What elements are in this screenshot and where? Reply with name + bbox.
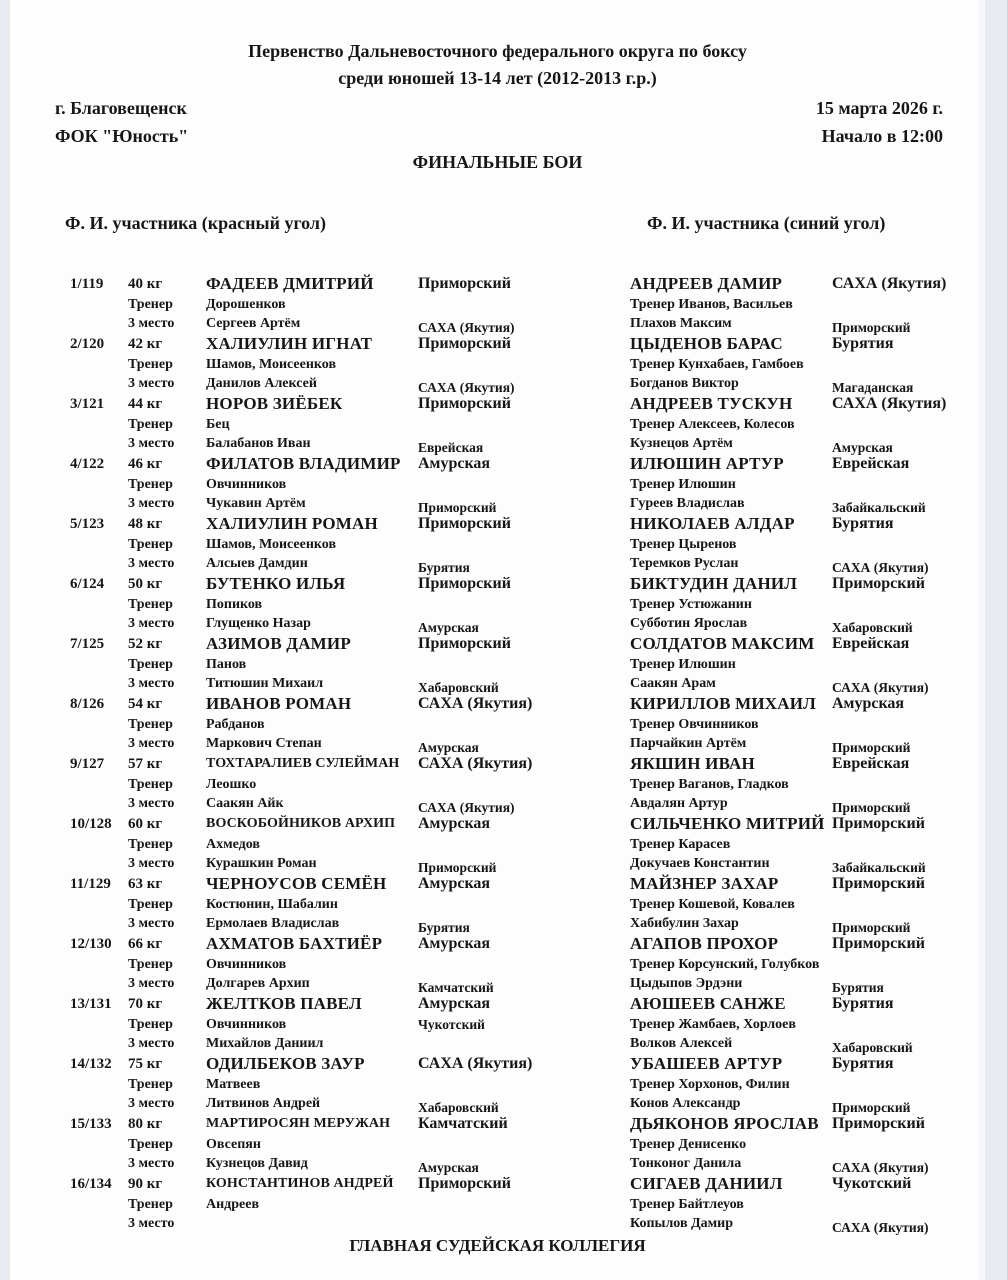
red-trainers: Матвеев [206, 1077, 261, 1092]
red-trainers: Рабданов [206, 717, 265, 732]
trainer-label: Тренер [128, 777, 173, 792]
blue-name: ИЛЮШИН АРТУР [630, 454, 784, 473]
blue-corner-header: Ф. И. участника (синий угол) [647, 213, 886, 233]
third-place-label: 3 место [128, 436, 175, 451]
third-place-label: 3 место [128, 1156, 175, 1171]
red-third-name: Балабанов Иван [206, 436, 311, 451]
blue-trainer-line: Тренер Кунхабаев, Гамбоев [630, 357, 804, 372]
location-block [55, 94, 188, 150]
blue-third-name: Кузнецов Артём [630, 436, 733, 451]
red-third-name: Михайлов Даниил [206, 1036, 324, 1051]
red-trainers: Овчинников [206, 477, 287, 492]
bout-row [70, 394, 985, 454]
bout-row [70, 934, 985, 994]
bout-row [70, 694, 985, 754]
weight-label: 44 кг [128, 396, 163, 412]
bout-row [70, 754, 985, 814]
red-name: ИВАНОВ РОМАН [206, 694, 352, 713]
red-region-line2: Чукотский [418, 1017, 485, 1032]
blue-name: СОЛДАТОВ МАКСИМ [630, 634, 815, 653]
bout-row [70, 274, 985, 334]
blue-region: Бурятия [832, 335, 894, 352]
red-name: ФАДЕЕВ ДМИТРИЙ [206, 274, 374, 293]
bout-row [70, 874, 985, 934]
bout-number: 6/124 [70, 576, 105, 592]
blue-region: Бурятия [832, 515, 894, 532]
red-trainers: Дорошенков [206, 297, 286, 312]
red-name: ФИЛАТОВ ВЛАДИМИР [206, 454, 401, 473]
red-name: ВОСКОБОЙНИКОВ АРХИП [206, 816, 396, 831]
document-header [10, 0, 985, 92]
bout-number: 14/132 [70, 1056, 112, 1072]
red-trainers: Овсепян [206, 1137, 261, 1152]
weight-label: 63 кг [128, 876, 163, 892]
blue-third-name: Копылов Дамир [630, 1216, 734, 1231]
third-place-label: 3 место [128, 736, 175, 751]
red-third-region: Амурская [418, 1160, 479, 1175]
red-trainers: Андреев [206, 1197, 260, 1212]
red-name: КОНСТАНТИНОВ АНДРЕЙ [206, 1176, 394, 1191]
blue-third-region: Приморский [832, 800, 911, 815]
bout-row [70, 514, 985, 574]
red-third-name: Титюшин Михаил [206, 676, 324, 691]
blue-trainer-line: Тренер Байтлеуов [630, 1197, 744, 1212]
red-region: Приморский [418, 335, 511, 352]
third-place-label: 3 место [128, 1096, 175, 1111]
blue-trainer-line: Тренер Устюжанин [630, 597, 752, 612]
blue-third-region: САХА (Якутия) [832, 1220, 929, 1235]
trainer-label: Тренер [128, 837, 173, 852]
trainer-label: Тренер [128, 957, 173, 972]
blue-third-name: Хабибулин Захар [630, 916, 739, 931]
weight-label: 40 кг [128, 276, 163, 292]
bout-row [70, 334, 985, 394]
trainer-label: Тренер [128, 717, 173, 732]
red-trainers: Бец [206, 417, 230, 432]
red-trainers: Попиков [206, 597, 263, 612]
third-place-label: 3 место [128, 976, 175, 991]
red-third-region: Хабаровский [418, 1100, 499, 1115]
venue-label: ФОК "Юность" [55, 126, 189, 146]
red-trainers: Костюнин, Шабалин [206, 897, 338, 912]
blue-name: АГАПОВ ПРОХОР [630, 934, 779, 953]
blue-third-region: САХА (Якутия) [832, 1160, 929, 1175]
blue-third-name: Тонконог Данила [630, 1156, 742, 1171]
location-date-row [10, 92, 985, 150]
trainer-label: Тренер [128, 357, 173, 372]
red-region: Приморский [418, 395, 511, 412]
blue-name: АЮШЕЕВ САНЖЕ [630, 994, 786, 1013]
blue-third-name: Докучаев Константин [630, 856, 770, 871]
weight-label: 75 кг [128, 1056, 163, 1072]
trainer-label: Тренер [128, 477, 173, 492]
trainer-label: Тренер [128, 1197, 173, 1212]
blue-name: УБАШЕЕВ АРТУР [630, 1054, 783, 1073]
corner-headers [10, 213, 985, 234]
third-place-label: 3 место [128, 856, 175, 871]
red-third-region: Приморский [418, 860, 497, 875]
blue-name: КИРИЛЛОВ МИХАИЛ [630, 694, 817, 713]
red-trainers: Леошко [206, 777, 257, 792]
bout-number: 7/125 [70, 636, 105, 652]
blue-trainer-line: Тренер Ваганов, Гладков [630, 777, 789, 792]
red-third-region [418, 1215, 630, 1219]
red-trainers: Овчинников [206, 1017, 287, 1032]
blue-name: АНДРЕЕВ ТУСКУН [630, 394, 793, 413]
blue-third-name: Теремков Руслан [630, 556, 739, 571]
red-region: Приморский [418, 1175, 511, 1192]
red-region: Амурская [418, 875, 491, 892]
red-third-name: Саакян Айк [206, 796, 284, 811]
blue-third-region: Приморский [832, 920, 911, 935]
red-third-name: Чукавин Артём [206, 496, 306, 511]
weight-label: 80 кг [128, 1116, 163, 1132]
blue-region: Приморский [832, 1115, 925, 1132]
trainer-label: Тренер [128, 537, 173, 552]
blue-region: Еврейская [832, 755, 910, 772]
bout-row [70, 994, 985, 1054]
weight-label: 54 кг [128, 696, 163, 712]
blue-trainer-line: Тренер Иванов, Васильев [630, 297, 793, 312]
page-title-line2: среди юношей 13-14 лет (2012-2013 г.р.) [338, 68, 657, 88]
red-region: Амурская [418, 815, 491, 832]
red-third-name: Данилов Алексей [206, 376, 317, 391]
footer-title: ГЛАВНАЯ СУДЕЙСКАЯ КОЛЛЕГИЯ [349, 1236, 646, 1255]
bout-row [70, 634, 985, 694]
blue-third-name: Парчайкин Артём [630, 736, 747, 751]
trainer-label: Тренер [128, 1137, 173, 1152]
blue-third-region: Хабаровский [832, 1040, 913, 1055]
blue-trainer-line: Тренер Хорхонов, Филин [630, 1077, 790, 1092]
blue-trainer-line: Тренер Карасев [630, 837, 731, 852]
red-region: САХА (Якутия) [418, 755, 533, 772]
red-third-region: Еврейская [418, 440, 484, 455]
trainer-label: Тренер [128, 417, 173, 432]
red-corner-header: Ф. И. участника (красный угол) [65, 213, 327, 233]
blue-name: ДЬЯКОНОВ ЯРОСЛАВ [630, 1114, 819, 1133]
red-name: НОРОВ ЗИЁБЕК [206, 394, 343, 413]
blue-trainer-line: Тренер Алексеев, Колесов [630, 417, 795, 432]
red-third-region: Бурятия [418, 920, 470, 935]
third-place-label: 3 место [128, 1036, 175, 1051]
weight-label: 66 кг [128, 936, 163, 952]
third-place-label: 3 место [128, 1216, 175, 1231]
blue-third-region: Забайкальский [832, 500, 926, 515]
weight-label: 50 кг [128, 576, 163, 592]
blue-trainer-line: Тренер Денисенко [630, 1137, 747, 1152]
blue-third-region: САХА (Якутия) [832, 680, 929, 695]
blue-region: Чукотский [832, 1175, 912, 1192]
blue-name: СИЛЬЧЕНКО МИТРИЙ [630, 814, 825, 833]
trainer-label: Тренер [128, 1077, 173, 1092]
weight-label: 60 кг [128, 816, 163, 832]
blue-third-region: САХА (Якутия) [832, 560, 929, 575]
bout-number: 12/130 [70, 936, 112, 952]
blue-name: ЯКШИН ИВАН [630, 754, 755, 773]
third-place-label: 3 место [128, 556, 175, 571]
bout-number: 11/129 [70, 876, 111, 892]
blue-region: Амурская [832, 695, 905, 712]
blue-third-region: Приморский [832, 320, 911, 335]
bout-number: 1/119 [70, 276, 104, 292]
trainer-label: Тренер [128, 657, 173, 672]
bout-row [70, 1174, 985, 1234]
blue-region: Приморский [832, 575, 925, 592]
third-place-label: 3 место [128, 616, 175, 631]
blue-third-name: Субботин Ярослав [630, 616, 748, 631]
blue-third-name: Конов Александр [630, 1096, 741, 1111]
red-name: ЖЕЛТКОВ ПАВЕЛ [206, 994, 362, 1013]
blue-region: Бурятия [832, 995, 894, 1012]
red-region: Амурская [418, 455, 491, 472]
third-place-label: 3 место [128, 796, 175, 811]
red-name: АЗИМОВ ДАМИР [206, 634, 351, 653]
red-name: АХМАТОВ БАХТИЁР [206, 934, 383, 953]
third-place-label: 3 место [128, 496, 175, 511]
trainer-label: Тренер [128, 597, 173, 612]
red-third-region: САХА (Якутия) [418, 800, 515, 815]
red-third-region: Камчатский [418, 980, 494, 995]
bout-row [70, 454, 985, 514]
city-label: г. Благовещенск [55, 98, 187, 118]
red-region: Приморский [418, 635, 511, 652]
third-place-label: 3 место [128, 316, 175, 331]
red-third-name: Ермолаев Владислав [206, 916, 340, 931]
blue-trainer-line: Тренер Корсунский, Голубков [630, 957, 820, 972]
bout-row [70, 1054, 985, 1114]
start-time-label: Начало в 12:00 [821, 126, 943, 146]
bout-number: 15/133 [70, 1116, 112, 1132]
blue-third-name: Авдалян Артур [630, 796, 728, 811]
date-block [816, 94, 943, 150]
red-third-name: Сергеев Артём [206, 316, 301, 331]
blue-third-region: Забайкальский [832, 860, 926, 875]
section-title: ФИНАЛЬНЫЕ БОИ [412, 152, 583, 172]
bout-number: 9/127 [70, 756, 105, 772]
blue-name: МАЙЗНЕР ЗАХАР [630, 874, 779, 893]
blue-trainer-line: Тренер Цыренов [630, 537, 737, 552]
bout-number: 3/121 [70, 396, 105, 412]
blue-region: Бурятия [832, 1055, 894, 1072]
blue-trainer-line: Тренер Илюшин [630, 477, 736, 492]
blue-third-region: Приморский [832, 1100, 911, 1115]
red-third-region: Приморский [418, 500, 497, 515]
blue-third-name: Плахов Максим [630, 316, 732, 331]
third-place-label: 3 место [128, 376, 175, 391]
blue-trainer-line: Тренер Жамбаев, Хорлоев [630, 1017, 796, 1032]
bouts-list [10, 274, 985, 1234]
red-third-region: САХА (Якутия) [418, 320, 515, 335]
red-third-region: Бурятия [418, 560, 470, 575]
third-place-label: 3 место [128, 676, 175, 691]
third-place-label: 3 место [128, 916, 175, 931]
bout-row [70, 814, 985, 874]
red-third-name: Долгарев Архип [206, 976, 310, 991]
trainer-label: Тренер [128, 297, 173, 312]
red-third-region: САХА (Якутия) [418, 380, 515, 395]
bout-number: 16/134 [70, 1176, 112, 1192]
red-third-name: Кузнецов Давид [206, 1156, 308, 1171]
red-third-name: Литвинов Андрей [206, 1096, 321, 1111]
blue-third-region: Приморский [832, 740, 911, 755]
bout-number: 10/128 [70, 816, 112, 832]
blue-third-region: Амурская [832, 440, 893, 455]
blue-third-region: Хабаровский [832, 620, 913, 635]
red-third-region [418, 1035, 630, 1039]
bout-row [70, 1114, 985, 1174]
red-trainers: Панов [206, 657, 247, 672]
red-region: САХА (Якутия) [418, 1055, 533, 1072]
blue-region: САХА (Якутия) [832, 275, 947, 292]
blue-name: ЦЫДЕНОВ БАРАС [630, 334, 783, 353]
blue-trainer-line: Тренер Овчинников [630, 717, 759, 732]
red-name: ХАЛИУЛИН РОМАН [206, 514, 378, 533]
blue-name: НИКОЛАЕВ АЛДАР [630, 514, 795, 533]
weight-label: 42 кг [128, 336, 163, 352]
red-trainers: Шамов, Моисеенков [206, 537, 337, 552]
blue-third-region: Бурятия [832, 980, 884, 995]
red-trainers: Ахмедов [206, 837, 260, 852]
blue-trainer-line: Тренер Илюшин [630, 657, 736, 672]
blue-region: Приморский [832, 875, 925, 892]
weight-label: 52 кг [128, 636, 163, 652]
red-name: ТОХТАРАЛИЕВ СУЛЕЙМАН [206, 756, 400, 771]
blue-region: Приморский [832, 935, 925, 952]
bout-number: 8/126 [70, 696, 105, 712]
blue-third-name: Саакян Арам [630, 676, 716, 691]
red-region: Камчатский [418, 1115, 508, 1132]
bout-row [70, 574, 985, 634]
red-region: Приморский [418, 575, 511, 592]
red-trainers: Шамов, Моисеенков [206, 357, 337, 372]
blue-third-name: Цыдыпов Эрдэни [630, 976, 743, 991]
bout-number: 5/123 [70, 516, 105, 532]
red-name: ХАЛИУЛИН ИГНАТ [206, 334, 373, 353]
weight-label: 57 кг [128, 756, 163, 772]
red-third-name: Маркович Степан [206, 736, 322, 751]
blue-name: АНДРЕЕВ ДАМИР [630, 274, 783, 293]
blue-third-name: Волков Алексей [630, 1036, 733, 1051]
bout-number: 2/120 [70, 336, 105, 352]
blue-name: СИГАЕВ ДАНИИЛ [630, 1174, 783, 1193]
red-region: Амурская [418, 935, 491, 952]
page-title-line1: Первенство Дальневосточного федерального округа по боксу [248, 41, 747, 61]
bout-number: 4/122 [70, 456, 105, 472]
red-region: Приморский [418, 275, 511, 292]
red-third-name: Алсыев Дамдин [206, 556, 308, 571]
blue-third-region: Магаданская [832, 380, 914, 395]
blue-trainer-line: Тренер Кошевой, Ковалев [630, 897, 795, 912]
red-third-region: Хабаровский [418, 680, 499, 695]
trainer-label: Тренер [128, 1017, 173, 1032]
blue-region: Еврейская [832, 455, 910, 472]
red-name: ОДИЛБЕКОВ ЗАУР [206, 1054, 365, 1073]
red-name: БУТЕНКО ИЛЬЯ [206, 574, 346, 593]
blue-region: Приморский [832, 815, 925, 832]
red-trainers: Овчинников [206, 957, 287, 972]
blue-name: БИКТУДИН ДАНИЛ [630, 574, 798, 593]
red-third-region: Амурская [418, 620, 479, 635]
red-third-name: Курашкин Роман [206, 856, 317, 871]
date-label: 15 марта 2026 г. [815, 98, 943, 118]
weight-label: 90 кг [128, 1176, 163, 1192]
red-third-region: Амурская [418, 740, 479, 755]
red-region: Приморский [418, 515, 511, 532]
red-region: Амурская [418, 995, 491, 1012]
weight-label: 46 кг [128, 456, 163, 472]
blue-region: Еврейская [832, 635, 910, 652]
weight-label: 70 кг [128, 996, 163, 1012]
weight-label: 48 кг [128, 516, 163, 532]
bout-number: 13/131 [70, 996, 112, 1012]
trainer-label: Тренер [128, 897, 173, 912]
red-name: ЧЕРНОУСОВ СЕМЁН [206, 874, 387, 893]
red-region: САХА (Якутия) [418, 695, 533, 712]
blue-region: САХА (Якутия) [832, 395, 947, 412]
document-page [10, 0, 985, 1280]
blue-third-name: Гуреев Владислав [630, 496, 745, 511]
red-third-name: Глущенко Назар [206, 616, 311, 631]
blue-third-name: Богданов Виктор [630, 376, 739, 391]
red-name: МАРТИРОСЯН МЕРУЖАН [206, 1116, 391, 1131]
